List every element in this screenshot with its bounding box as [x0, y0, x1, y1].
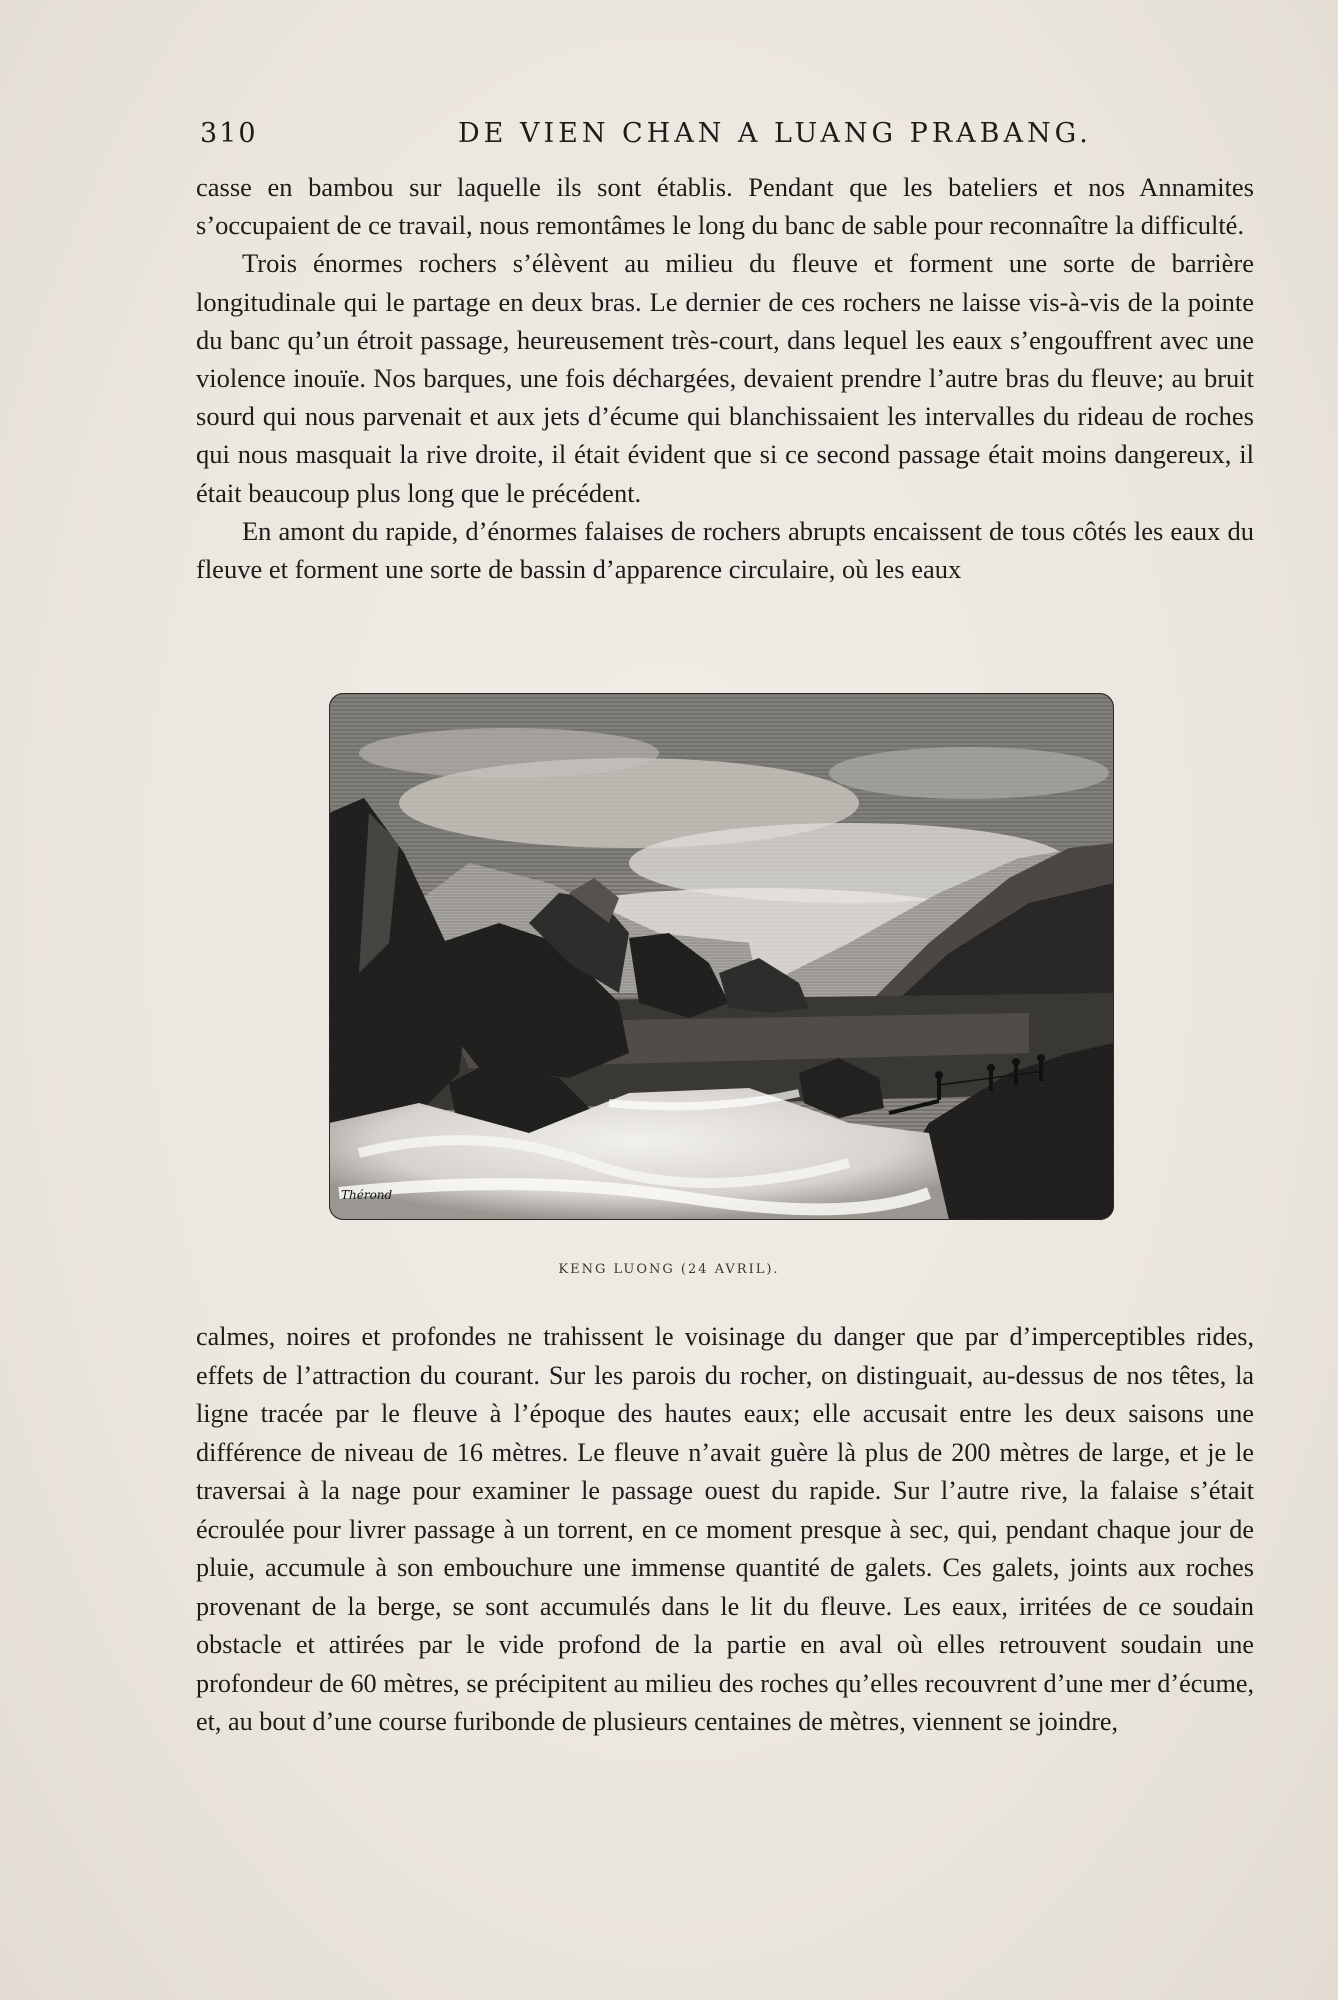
figure-caption: KENG LUONG (24 AVRIL).: [558, 1262, 780, 1277]
text-block-bottom: [196, 1318, 1254, 1742]
engraver-signature: Thérond: [341, 1188, 393, 1202]
engraving-illustration: [329, 693, 1114, 1220]
page-number: 310: [200, 118, 258, 149]
paragraph-continued: calmes, noires et profondes ne trahissent le voisinage du danger que par d’imperceptibles rides, effets de l’attraction du courant. Sur les parois du rocher, on distinguait, au-dessus de nos têtes, la ligne tracée par le fleuve à l’époque des hautes eaux; elle accusait entre les deux saisons une différence de niveau de 16 mètres. Le fleuve n’avait guère là plus de 200 mètres de large, et je le traversai à la nage pour examiner le passage ouest du rapide. Sur l’autre rive, la falaise s’était écroulée pour livrer passage à un torrent, en ce moment presque à sec, qui, pendant chaque jour de pluie, accumule à son embouchure une immense quantité de galets. Ces galets, joints aux roches provenant de la berge, se sont accumulés dans le lit du fleuve. Les eaux, irritées de ce soudain obstacle et attirées par le vide profond de la partie en aval où elles retrouvent soudain une profondeur de 60 mètres, se précipitent au milieu des roches qu’elles recouvrent d’une mer d’écume, et, au bout d’une course furibonde de plusieurs centaines de mètres, viennent se joindre,: [196, 1322, 1254, 1736]
paragraph: En amont du rapide, d’énormes falaises de rochers abrupts encaissent de tous côtés les eaux du fleuve et forment une sorte de bassin d’apparence circulaire, où les eaux: [196, 515, 1254, 585]
paragraph-continued: casse en bambou sur laquelle ils sont établis. Pendant que les bateliers et nos Annamites s’occupaient de ce travail, nous remontâmes le long du banc de sable pour reconnaître la difficulté.: [196, 172, 1254, 241]
running-header: [200, 118, 1250, 158]
running-title: DE VIEN CHAN A LUANG PRABANG.: [458, 118, 1092, 149]
text-block-top: [196, 168, 1254, 588]
paragraph: Trois énormes rochers s’élèvent au milieu du fleuve et forment une sorte de barrière longitudinale qui le partage en deux bras. Le dernier de ces rochers ne laisse vis-à-vis de la pointe du banc qu’un étroit passage, heureusement très-court, dans lequel les eaux s’engouffrent avec une violence inouïe. Nos barques, une fois déchargées, devaient prendre l’autre bras du fleuve; au bruit sourd qui nous parvenait et aux jets d’écume qui blanchissaient les intervalles du rideau de roches qui nous masquait la rive droite, il était évident que si ce second passage était moins dangereux, il était beaucoup plus long que le précédent.: [196, 248, 1254, 508]
